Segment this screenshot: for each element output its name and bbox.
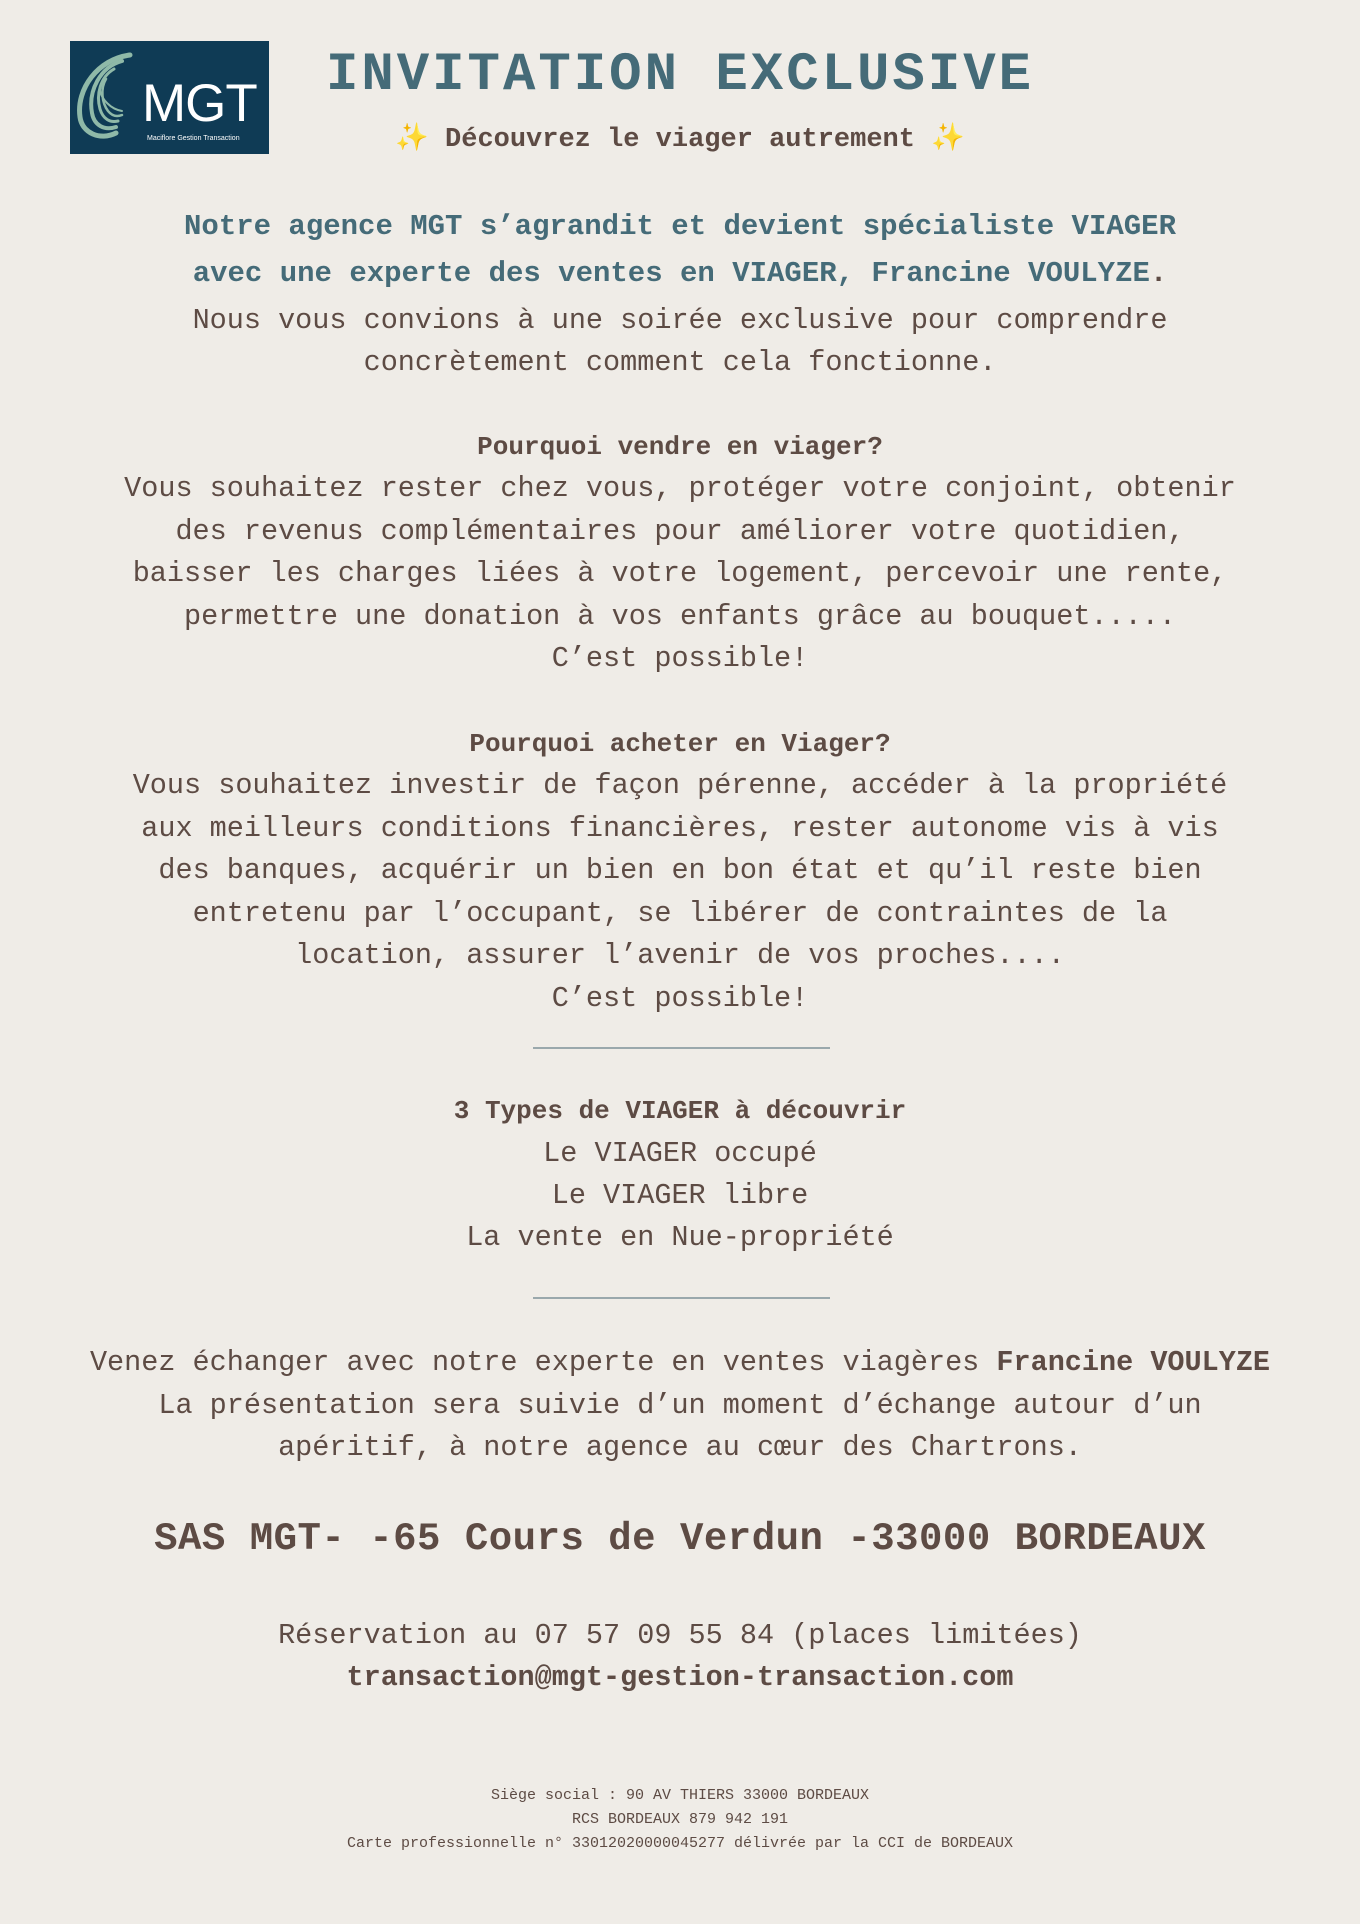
sell-heading: Pourquoi vendre en viager? <box>477 432 883 462</box>
reservation-email[interactable]: transaction@mgt-gestion-transaction.com <box>346 1661 1014 1694</box>
sell-line: des revenus complémentaires pour améliorer votre quotidien, <box>175 515 1185 548</box>
sell-line: Vous souhaitez rester chez vous, protéger votre conjoint, obtenir <box>124 472 1236 505</box>
section-divider <box>533 1297 830 1299</box>
subtitle-text: Découvrez le viager autrement <box>445 125 915 155</box>
logo-tagline: Maciflore Gestion Transaction <box>147 135 240 142</box>
page-title: INVITATION EXCLUSIVE <box>325 45 1035 106</box>
reservation-phone[interactable]: Réservation au 07 57 09 55 84 (places limitées) <box>278 1619 1082 1652</box>
sparkle-icon: ✨ <box>931 125 965 155</box>
intro-line: concrètement comment cela fonctionne. <box>363 346 997 379</box>
footer-line: Siège social : 90 AV THIERS 33000 BORDEAUX <box>490 1787 870 1804</box>
intro-line: Notre agence MGT s’agrandit et devient spécialiste VIAGER <box>184 210 1176 243</box>
types-item: Le VIAGER libre <box>551 1179 809 1212</box>
buy-line: aux meilleurs conditions financières, rester autonome vis à vis <box>141 812 1219 845</box>
types-item: Le VIAGER occupé <box>543 1137 817 1170</box>
intro-text: avec une experte des ventes en VIAGER, Francine VOULYZE <box>192 257 1150 290</box>
sell-line: baisser les charges liées à votre logement, percevoir une rente, <box>132 557 1228 590</box>
footer-line: Carte professionnelle n° 33012020000045277 délivrée par la CCI de BORDEAUX <box>346 1835 1014 1852</box>
sparkle-icon: ✨ <box>395 125 429 155</box>
sell-conclusion: C’est possible! <box>551 642 809 675</box>
meet-line: La présentation sera suivie d’un moment d’échange autour d’un <box>158 1389 1202 1422</box>
mgt-logo <box>70 41 269 154</box>
logo-text: MGT <box>142 74 257 133</box>
buy-heading: Pourquoi acheter en Viager? <box>469 729 891 759</box>
buy-line: entretenu par l’occupant, se libérer de contraintes de la <box>192 897 1168 930</box>
buy-line: des banques, acquérir un bien en bon état et qu’il reste bien <box>158 854 1202 887</box>
page-subtitle <box>280 122 1080 158</box>
buy-conclusion: C’est possible! <box>551 982 809 1015</box>
buy-line: location, assurer l’avenir de vos proches.... <box>295 939 1065 972</box>
types-item: La vente en Nue-propriété <box>466 1221 894 1254</box>
meet-line: apéritif, à notre agence au cœur des Chartrons. <box>278 1431 1082 1464</box>
footer-line: RCS BORDEAUX 879 942 191 <box>571 1811 789 1828</box>
intro-line: Nous vous convions à une soirée exclusive pour comprendre <box>192 304 1168 337</box>
meet-line <box>40 1342 1320 1384</box>
section-divider <box>533 1047 830 1049</box>
expert-name: Francine VOULYZE <box>996 1346 1271 1379</box>
meet-text: Venez échanger avec notre experte en ventes viagères <box>89 1346 997 1379</box>
intro-period: . <box>1149 257 1168 290</box>
agency-address: SAS MGT- -65 Cours de Verdun -33000 BORDEAUX <box>154 1517 1206 1561</box>
buy-line: Vous souhaitez investir de façon pérenne, accéder à la propriété <box>132 769 1228 802</box>
types-heading: 3 Types de VIAGER à découvrir <box>453 1096 907 1126</box>
intro-line <box>40 253 1320 295</box>
sell-line: permettre une donation à vos enfants grâce au bouquet..... <box>184 600 1176 633</box>
